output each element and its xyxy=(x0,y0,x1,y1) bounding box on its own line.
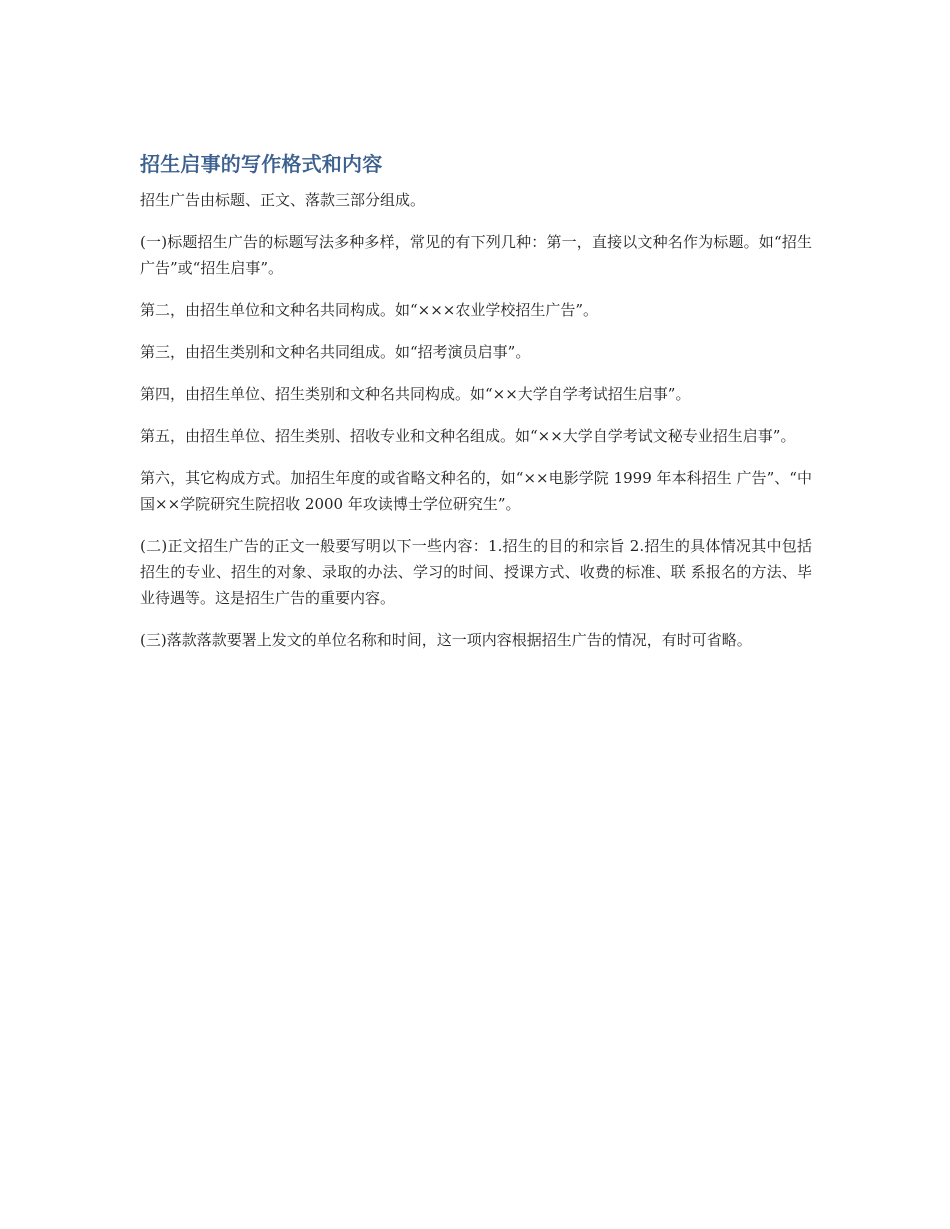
paragraph-section-title: (一)标题招生广告的标题写法多种多样，常见的有下列几种：第一，直接以文种名作为标题。如“招生广告”或“招生启事”。 xyxy=(140,233,812,277)
paragraph-section-signature: (三)落款落款要署上发文的单位名称和时间，这一项内容根据招生广告的情况，有时可省略。 xyxy=(140,631,752,649)
document-page xyxy=(140,148,812,669)
document-title: 招生启事的写作格式和内容 xyxy=(140,152,383,176)
paragraph-intro: 招生广告由标题、正文、落款三部分组成。 xyxy=(140,191,426,209)
paragraph-title-type-5: 第五，由招生单位、招生类别、招收专业和文种名组成。如“××大学自学考试文秘专业招生启事”。 xyxy=(140,427,796,445)
paragraph-title-type-2: 第二，由招生单位和文种名共同构成。如“×××农业学校招生广告”。 xyxy=(140,301,599,319)
paragraph-section-body: (二)正文招生广告的正文一般要写明以下一些内容：1.招生的目的和宗旨 2.招生的具体情况其中包括招生的专业、招生的对象、录取的办法、学习的时间、授课方式、收费的标准、联 系报名的方法、毕业待遇等。这是招生广告的重要内容。 xyxy=(140,537,812,607)
paragraph-title-type-4: 第四，由招生单位、招生类别和文种名共同构成。如“××大学自学考试招生启事”。 xyxy=(140,385,691,403)
paragraph-title-type-6: 第六，其它构成方式。加招生年度的或省略文种名的，如“××电影学院 1999 年本科招生 广告”、“中国××学院研究生院招收 2000 年攻读博士学位研究生”。 xyxy=(140,469,812,513)
paragraph-title-type-3: 第三，由招生类别和文种名共同组成。如“招考演员启事”。 xyxy=(140,343,531,361)
